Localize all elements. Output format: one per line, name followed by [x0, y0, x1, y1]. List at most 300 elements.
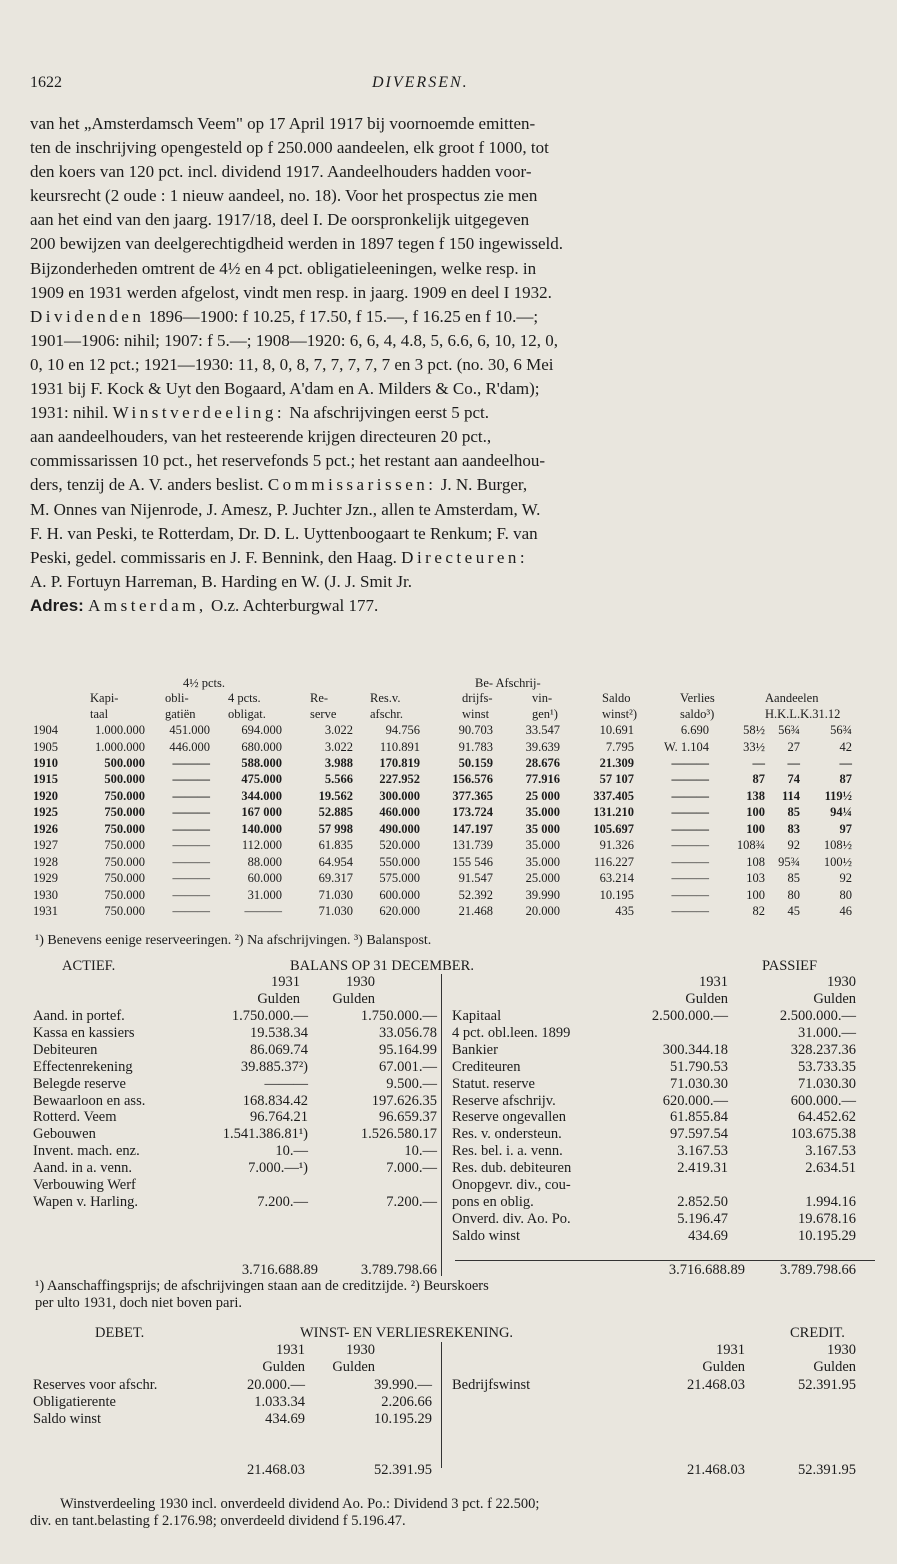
balance-passief-item: pons en oblig.	[452, 1193, 534, 1210]
stats-value-cell: 58½	[743, 723, 765, 737]
balance-actief-item: Aand. in a. venn.	[33, 1160, 133, 1177]
wv-year-header: 1931	[276, 1342, 305, 1358]
balance-passief-1931: 61.855.84	[670, 1109, 728, 1126]
stats-value-cell: 588.000	[241, 755, 282, 770]
balance-passief-1930: 71.030.30	[798, 1075, 856, 1092]
stats-header-cell: 4 pcts.	[228, 691, 261, 705]
stats-value-cell: 750.000	[104, 887, 145, 902]
stats-header-cell: obli-	[165, 691, 189, 705]
stats-header-cell: 4½ pcts.	[183, 676, 226, 690]
stats-value-cell: 91.783	[458, 739, 493, 754]
stats-value-cell: 147.197	[452, 821, 493, 836]
stats-value-cell: 108¾	[736, 838, 765, 853]
stats-header-cell: Kapi-	[90, 691, 119, 705]
balance-passief-1930: 103.675.38	[790, 1126, 856, 1143]
stats-value-cell: 300.000	[379, 788, 420, 803]
stats-value-cell: 750.000	[104, 871, 145, 885]
paragraph-line: keursrecht (2 oude : 1 nieuw aandeel, no. 18). Voor het prospectus zie men	[30, 186, 538, 206]
balance-actief-total-1931: 3.716.688.89	[241, 1262, 318, 1278]
wv-debet-1930: 2.206.66	[381, 1394, 432, 1410]
commissarissen-label: Commissarissen:	[267, 475, 437, 495]
wv-currency-header: Gulden	[702, 1359, 745, 1375]
stats-value-cell: 83	[787, 821, 800, 836]
paragraph-line: 200 bewijzen van deelgerechtigdheid werden in 1897 tegen f 150 ingewisseld.	[30, 234, 563, 254]
stats-value-cell: 94¼	[830, 805, 852, 820]
stats-value-cell: 21.468	[458, 904, 493, 918]
balance-actief-1931: 96.764.21	[250, 1109, 308, 1126]
stats-header-cell: Aandeelen	[765, 691, 819, 705]
stats-value-cell: ———	[172, 904, 210, 918]
stats-value-cell: 92	[839, 871, 852, 885]
stats-value-cell: 61.835	[318, 838, 353, 853]
stats-header-cell: taal	[90, 707, 109, 721]
balance-passief-1931: 3.167.53	[677, 1143, 728, 1160]
section-title: DIVERSEN.	[372, 74, 469, 91]
balance-actief-item: Aand. in portef.	[33, 1008, 125, 1024]
stats-value-cell: 39.639	[525, 739, 560, 754]
balance-passief-1930: 31.000.—	[798, 1024, 856, 1041]
balance-actief-1931: 10.—	[275, 1143, 308, 1160]
stats-value-cell: 80	[787, 887, 800, 902]
stats-header-cell: Saldo	[602, 691, 631, 705]
wv-debet-label: DEBET.	[95, 1325, 145, 1341]
stats-value-cell: 31.000	[247, 887, 282, 902]
stats-value-cell: 575.000	[379, 871, 420, 885]
stats-value-cell: —	[839, 755, 852, 770]
wv-debet-item: Obligatierente	[33, 1394, 116, 1410]
balance-actief-item: Gebouwen	[33, 1126, 96, 1143]
stats-value-cell: 155 546	[452, 854, 493, 869]
stats-value-cell: 550.000	[379, 854, 420, 869]
stats-value-cell: 694.000	[241, 723, 282, 737]
balance-passief-item: Reserve ongevallen	[452, 1109, 566, 1126]
stats-value-cell: 520.000	[379, 838, 420, 853]
paragraph-line: van het „Amsterdamsch Veem" op 17 April 1917 bij voornoemde emitten-	[30, 114, 536, 133]
stats-header-cell: serve	[310, 707, 337, 721]
stats-value-cell: 156.576	[452, 772, 493, 787]
balance-actief-item: Effectenrekening	[33, 1058, 133, 1075]
stats-value-cell: 92	[787, 838, 800, 853]
stats-value-cell: 167 000	[241, 805, 282, 820]
balance-passief-total-1931: 3.716.688.89	[668, 1262, 745, 1278]
balance-year-header: 1931	[271, 974, 300, 990]
balance-passief-1931: 2.852.50	[677, 1193, 728, 1210]
stats-value-cell: 64.954	[318, 854, 353, 869]
stats-header-cell: gatiën	[165, 707, 196, 721]
balance-currency-header: Gulden	[332, 991, 375, 1007]
stats-value-cell: 108½	[823, 838, 852, 853]
balance-actief-item: Bewaarloon en ass.	[33, 1092, 146, 1109]
balance-actief-1931: 168.834.42	[242, 1092, 308, 1109]
stats-footnote: ¹) Benevens eenige reserveeringen. ²) Na afschrijvingen. ³) Balanspost.	[35, 933, 432, 948]
stats-value-cell: 77.916	[525, 772, 560, 787]
stats-value-cell: 1.000.000	[95, 739, 145, 754]
stats-value-cell: 170.819	[379, 755, 420, 770]
stats-value-cell: 35 000	[525, 821, 560, 836]
balance-passief-item: Saldo winst	[452, 1227, 521, 1244]
balance-actief-1931: ———	[264, 1075, 308, 1092]
stats-value-cell: 500.000	[104, 755, 145, 770]
stats-value-cell: W. 1.104	[663, 739, 709, 754]
stats-header-cell: obligat.	[228, 707, 266, 721]
balance-actief-1930: 96.659.37	[379, 1109, 437, 1126]
winstverdeeling-label: Winstverdeeling:	[112, 403, 286, 423]
stats-value-cell: ———	[172, 772, 210, 787]
balance-passief-item: Crediteuren	[452, 1058, 521, 1075]
wv-credit-total-1930: 52.391.95	[798, 1462, 856, 1478]
balance-passief-1930: 53.733.35	[798, 1058, 856, 1075]
balance-currency-header: Gulden	[257, 991, 300, 1007]
stats-value-cell: 42	[839, 739, 852, 754]
wv-credit-total-1931: 21.468.03	[687, 1462, 745, 1478]
stats-value-cell: 344.000	[241, 788, 282, 803]
stats-value-cell: 100	[746, 805, 765, 820]
stats-value-cell: 60.000	[247, 871, 282, 885]
stats-value-cell: ———	[671, 788, 709, 803]
stats-value-cell: 7.795	[605, 739, 634, 754]
balance-actief-1930: 10.—	[404, 1143, 437, 1160]
stats-value-cell: 57 998	[318, 821, 353, 836]
stats-value-cell: 85	[787, 805, 800, 820]
stats-value-cell: 620.000	[379, 904, 420, 918]
dividend-line: 0, 10 en 12 pct.; 1921—1930: 11, 8, 0, 8, 7, 7, 7, 7, 7 en 3 pct. (no. 30, 6 Mei	[30, 354, 554, 374]
stats-year-cell: 1910	[33, 755, 58, 770]
stats-value-cell: 750.000	[104, 904, 145, 918]
balance-passief-item: Reserve afschrijv.	[452, 1092, 556, 1109]
paragraph-line: den koers van 120 pct. incl. dividend 1917. Aandeelhouders hadden voor-	[30, 162, 532, 182]
balance-passief-1931: 2.500.000.—	[651, 1008, 728, 1024]
stats-value-cell: 27	[787, 739, 800, 754]
wv-debet-1930: 39.990.—	[374, 1377, 432, 1393]
balance-actief-1931: 39.885.37²)	[240, 1058, 308, 1075]
stats-value-cell: ———	[671, 887, 709, 902]
paragraph-line: Bijzonderheden omtrent de 4½ en 4 pct. obligatieleeningen, welke resp. in	[30, 258, 537, 278]
balance-actief-item: Wapen v. Harling.	[33, 1193, 138, 1210]
dividend-line: 1901—1906: nihil; 1907: f 5.—; 1908—1920: 6, 6, 4, 4.8, 5, 6.6, 6, 10, 12, 0,	[30, 330, 558, 350]
stats-value-cell: 5.566	[324, 772, 353, 787]
directeuren-label: Directeuren:	[401, 547, 529, 567]
balance-year-header: 1930	[346, 974, 375, 990]
wv-footer-line: div. en tant.belasting f 2.176.98; onverdeeld dividend f 5.196.47.	[30, 1513, 406, 1529]
commissarissen-line: ders, tenzij de A. V. anders beslist. Commissarissen: J. N. Burger,	[30, 475, 528, 495]
stats-value-cell: 110.891	[379, 739, 420, 754]
balance-passief-item: Res. dub. debiteuren	[452, 1160, 572, 1177]
stats-value-cell: ———	[244, 904, 282, 918]
balance-actief-label: ACTIEF.	[62, 958, 116, 974]
commissarissen-line: M. Onnes van Nijenrode, J. Amesz, P. Juchter Jzn., allen te Amsterdam, W.	[30, 499, 541, 519]
commissarissen-line: F. H. van Peski, te Rotterdam, Dr. D. L. Uyttenboogaart te Renkum; F. van	[30, 523, 538, 543]
stats-value-cell: 45	[787, 904, 800, 918]
stats-value-cell: 114	[781, 788, 800, 803]
stats-value-cell: 10.691	[599, 723, 634, 737]
stats-header-cell: winst²)	[602, 707, 637, 721]
stats-value-cell: 10.195	[599, 887, 634, 902]
stats-year-cell: 1915	[33, 772, 58, 787]
stats-value-cell: ———	[671, 904, 709, 918]
balance-passief-1930: 2.634.51	[805, 1160, 856, 1177]
stats-header-cell: H.K.L.K.31.12	[765, 707, 841, 721]
stats-header-cell: winst	[462, 707, 490, 721]
wv-debet-1931: 1.033.34	[254, 1394, 305, 1410]
stats-value-cell: 100	[746, 887, 765, 902]
balance-year-header: 1931	[699, 974, 728, 990]
stats-header-cell: vin-	[532, 691, 553, 705]
stats-value-cell: 750.000	[104, 854, 145, 869]
stats-value-cell: 71.030	[318, 904, 353, 918]
stats-year-cell: 1929	[33, 871, 58, 885]
stats-year-cell: 1905	[33, 739, 58, 754]
stats-value-cell: 25.000	[525, 871, 560, 885]
stats-value-cell: 19.562	[318, 788, 353, 803]
stats-value-cell: 750.000	[104, 788, 145, 803]
stats-value-cell: 94.756	[385, 723, 420, 737]
balance-actief-1931: 1.541.386.81¹)	[222, 1126, 308, 1143]
paragraph-line: ten de inschrijving opengesteld op f 250.000 aandeelen, elk groot f 1000, tot	[30, 138, 549, 158]
stats-value-cell: 33½	[743, 739, 765, 754]
stats-header-cell: drijfs-	[462, 691, 493, 705]
stats-value-cell: 131.210	[593, 805, 634, 820]
balance-passief-1931: 5.196.47	[677, 1210, 728, 1227]
balance-footnote-line: per ulto 1931, doch niet boven pari.	[35, 1295, 242, 1311]
wv-title: WINST- EN VERLIESREKENING.	[300, 1325, 514, 1341]
stats-value-cell: 116.227	[593, 854, 634, 869]
balance-actief-1930: 67.001.—	[379, 1058, 437, 1075]
balance-passief-1930: 19.678.16	[798, 1210, 856, 1227]
stats-value-cell: 69.317	[318, 871, 353, 885]
stats-value-cell: 131.739	[452, 838, 493, 853]
balance-actief-1931: 7.000.—¹)	[248, 1160, 308, 1177]
balance-passief-1930: 600.000.—	[790, 1092, 856, 1109]
balance-passief-label: PASSIEF	[762, 958, 818, 974]
stats-value-cell: ———	[172, 755, 210, 770]
stats-year-cell: 1928	[33, 854, 58, 869]
stats-value-cell: 28.676	[525, 755, 560, 770]
balance-passief-1931: 300.344.18	[662, 1041, 728, 1058]
dividend-line: 1931 bij F. Kock & Uyt den Bogaard, A'dam en A. Milders & Co., R'dam);	[30, 379, 540, 399]
wv-divider	[441, 1342, 442, 1468]
wv-currency-header: Gulden	[813, 1359, 856, 1375]
stats-value-cell: ———	[172, 871, 210, 885]
balance-actief-item: Rotterd. Veem	[33, 1109, 117, 1126]
balance-passief-1930: 64.452.62	[798, 1109, 856, 1126]
balance-actief-1931: 86.069.74	[250, 1041, 308, 1058]
stats-value-cell: 87	[752, 772, 765, 787]
balance-currency-header: Gulden	[813, 991, 856, 1007]
stats-year-cell: 1931	[33, 904, 58, 918]
balance-passief-1930: 1.994.16	[805, 1193, 856, 1210]
balance-actief-total-1930: 3.789.798.66	[360, 1262, 437, 1278]
wv-credit-item: Bedrijfswinst	[452, 1377, 531, 1393]
stats-value-cell: 35.000	[525, 854, 560, 869]
stats-year-cell: 1920	[33, 788, 58, 803]
stats-value-cell: 91.326	[599, 838, 634, 853]
stats-value-cell: 3.022	[324, 739, 353, 754]
stats-value-cell: 435	[615, 904, 634, 918]
stats-value-cell: 50.159	[458, 755, 493, 770]
balance-passief-1930: 3.167.53	[805, 1143, 856, 1160]
balance-actief-item: Invent. mach. enz.	[33, 1143, 140, 1160]
balance-passief-item: Onopgevr. div., cou-	[452, 1177, 571, 1193]
balance-actief-1930: 197.626.35	[371, 1092, 437, 1109]
stats-value-cell: 451.000	[169, 723, 210, 737]
stats-value-cell: 39.990	[525, 887, 560, 902]
balance-passief-item: Onverd. div. Ao. Po.	[452, 1210, 571, 1227]
stats-value-cell: 108	[746, 854, 765, 869]
stats-value-cell: 95¾	[778, 854, 800, 869]
wv-year-header: 1930	[827, 1342, 856, 1358]
stats-value-cell: 500.000	[104, 772, 145, 787]
balance-actief-1930: 7.200.—	[386, 1193, 437, 1210]
balance-actief-1931: 19.538.34	[250, 1024, 308, 1041]
winstverdeeling-line: commissarissen 10 pct., het reservefonds 5 pct.; het restant aan aandeelhou-	[30, 451, 546, 471]
stats-value-cell: ———	[671, 755, 709, 770]
stats-value-cell: ———	[671, 838, 709, 853]
wv-debet-total-1931: 21.468.03	[247, 1462, 305, 1478]
balance-actief-item: Verbouwing Werf	[33, 1177, 136, 1193]
wv-debet-item: Saldo winst	[33, 1411, 102, 1427]
wv-debet-1930: 10.195.29	[374, 1411, 432, 1427]
balance-actief-1930: 1.526.580.17	[360, 1126, 437, 1143]
balance-passief-1931: 2.419.31	[677, 1160, 728, 1177]
balance-passief-1930: 2.500.000.—	[779, 1008, 856, 1024]
balance-passief-1930: 328.237.36	[790, 1041, 856, 1058]
stats-value-cell: ———	[172, 887, 210, 902]
stats-header-cell: gen¹)	[532, 707, 558, 721]
stats-value-cell: 57 107	[599, 772, 634, 787]
balance-title: BALANS OP 31 DECEMBER.	[290, 958, 474, 974]
winstverdeeling-line: 1931: nihil. Winstverdeeling: Na afschrijvingen eerst 5 pct.	[30, 403, 489, 423]
stats-value-cell: ———	[671, 821, 709, 836]
balance-passief-item: Bankier	[452, 1041, 498, 1058]
stats-value-cell: —	[752, 755, 765, 770]
balance-passief-1930: 10.195.29	[798, 1227, 856, 1244]
wv-credit-label: CREDIT.	[790, 1325, 845, 1341]
stats-value-cell: 25 000	[525, 788, 560, 803]
stats-value-cell: 20.000	[525, 904, 560, 918]
balance-passief-item: 4 pct. obl.leen. 1899	[452, 1024, 571, 1041]
wv-footer-line: Winstverdeeling 1930 incl. onverdeeld dividend Ao. Po.: Dividend 3 pct. f 22.500;	[60, 1496, 540, 1512]
stats-value-cell: 103	[746, 871, 765, 885]
stats-value-cell: 80	[839, 887, 852, 902]
stats-value-cell: 600.000	[379, 887, 420, 902]
stats-value-cell: 74	[787, 772, 800, 787]
stats-value-cell: 140.000	[241, 821, 282, 836]
stats-value-cell: 3.988	[324, 755, 353, 770]
stats-year-cell: 1927	[33, 838, 58, 853]
balance-actief-1930: 7.000.—	[386, 1160, 437, 1177]
stats-value-cell: 680.000	[241, 739, 282, 754]
stats-value-cell: 87	[839, 772, 852, 787]
balance-year-header: 1930	[827, 974, 856, 990]
stats-header-cell: saldo³)	[680, 707, 715, 721]
stats-value-cell: 97	[839, 821, 852, 836]
stats-value-cell: ———	[172, 821, 210, 836]
stats-value-cell: 52.885	[318, 805, 353, 820]
balance-passief-1931: 620.000.—	[662, 1092, 728, 1109]
stats-value-cell: 1.000.000	[95, 723, 145, 737]
stats-value-cell: 33.547	[525, 723, 560, 737]
stats-year-cell: 1930	[33, 887, 58, 902]
stats-value-cell: ———	[671, 854, 709, 869]
paragraph-line: aan het eind van den jaarg. 1917/18, deel I. De oorspronkelijk uitgegeven	[30, 210, 530, 230]
stats-value-cell: 460.000	[379, 805, 420, 820]
balance-passief-1931: 97.597.54	[670, 1126, 728, 1143]
stats-value-cell: 100	[746, 821, 765, 836]
stats-value-cell: 85	[787, 871, 800, 885]
stats-header-cell: Verlies	[680, 691, 715, 705]
stats-value-cell: 90.703	[458, 723, 493, 737]
balance-actief-item: Debiteuren	[33, 1041, 98, 1058]
directeuren-line: Peski, gedel. commissaris en J. F. Bennink, den Haag. Directeuren:	[30, 547, 529, 567]
balance-passief-total-1930: 3.789.798.66	[779, 1262, 856, 1278]
stats-value-cell: 71.030	[318, 887, 353, 902]
adres-line: Adres: Amsterdam, O.z. Achterburgwal 177.	[30, 595, 379, 615]
stats-value-cell: ———	[172, 838, 210, 853]
balance-divider	[441, 974, 442, 1276]
wv-currency-header: Gulden	[262, 1359, 305, 1375]
balance-passief-item: Kapitaal	[452, 1008, 502, 1024]
adres-label: Adres:	[30, 595, 84, 615]
stats-value-cell: 82	[752, 904, 765, 918]
stats-value-cell: 750.000	[104, 821, 145, 836]
balance-actief-item: Belegde reserve	[33, 1075, 126, 1092]
wv-year-header: 1930	[346, 1342, 375, 1358]
balance-actief-1930: 33.056.78	[379, 1024, 437, 1041]
winstverdeeling-line: aan aandeelhouders, van het resteerende krijgen directeuren 20 pct.,	[30, 427, 492, 447]
stats-value-cell: 119½	[824, 788, 852, 803]
stats-value-cell: 446.000	[169, 739, 210, 754]
wv-debet-total-1930: 52.391.95	[374, 1462, 432, 1478]
wv-debet-item: Reserves voor afschr.	[33, 1377, 158, 1393]
stats-value-cell: 6.690	[680, 723, 709, 737]
stats-header-cell: afschr.	[370, 707, 403, 721]
stats-value-cell: 490.000	[379, 821, 420, 836]
stats-value-cell: ———	[172, 788, 210, 803]
balance-actief-item: Kassa en kassiers	[33, 1024, 135, 1041]
stats-value-cell: 750.000	[104, 838, 145, 853]
page-number: 1622	[30, 74, 62, 91]
stats-value-cell: 56¾	[830, 723, 852, 737]
balance-footnote-line: ¹) Aanschaffingsprijs; de afschrijvingen staan aan de creditzijde. ²) Beurskoers	[35, 1278, 489, 1294]
wv-debet-1931: 434.69	[265, 1411, 305, 1427]
stats-value-cell: ———	[671, 871, 709, 885]
stats-value-cell: 138	[746, 788, 765, 803]
stats-value-cell: —	[787, 755, 800, 770]
stats-value-cell: 173.724	[452, 805, 493, 820]
stats-value-cell: ———	[671, 772, 709, 787]
balance-passief-item: Statut. reserve	[452, 1075, 535, 1092]
stats-year-cell: 1904	[33, 723, 58, 737]
stats-value-cell: 88.000	[247, 854, 282, 869]
stats-value-cell: 35.000	[525, 805, 560, 820]
stats-value-cell: 52.392	[458, 887, 493, 902]
balance-passief-1931: 434.69	[688, 1227, 728, 1244]
stats-header-cell: Re-	[310, 691, 329, 705]
stats-value-cell: 475.000	[241, 772, 282, 787]
stats-year-cell: 1926	[33, 821, 58, 836]
stats-value-cell: 35.000	[525, 838, 560, 853]
stats-value-cell: 750.000	[104, 805, 145, 820]
stats-header-cell: Be- Afschrij-	[475, 676, 541, 690]
stats-value-cell: 105.697	[593, 821, 634, 836]
balance-currency-header: Gulden	[685, 991, 728, 1007]
stats-value-cell: 3.022	[324, 723, 353, 737]
balance-actief-1931: 1.750.000.—	[231, 1008, 308, 1024]
stats-value-cell: 46	[839, 904, 852, 918]
stats-value-cell: 91.547	[458, 871, 493, 885]
stats-value-cell: ———	[172, 854, 210, 869]
company-paragraph	[30, 112, 868, 618]
